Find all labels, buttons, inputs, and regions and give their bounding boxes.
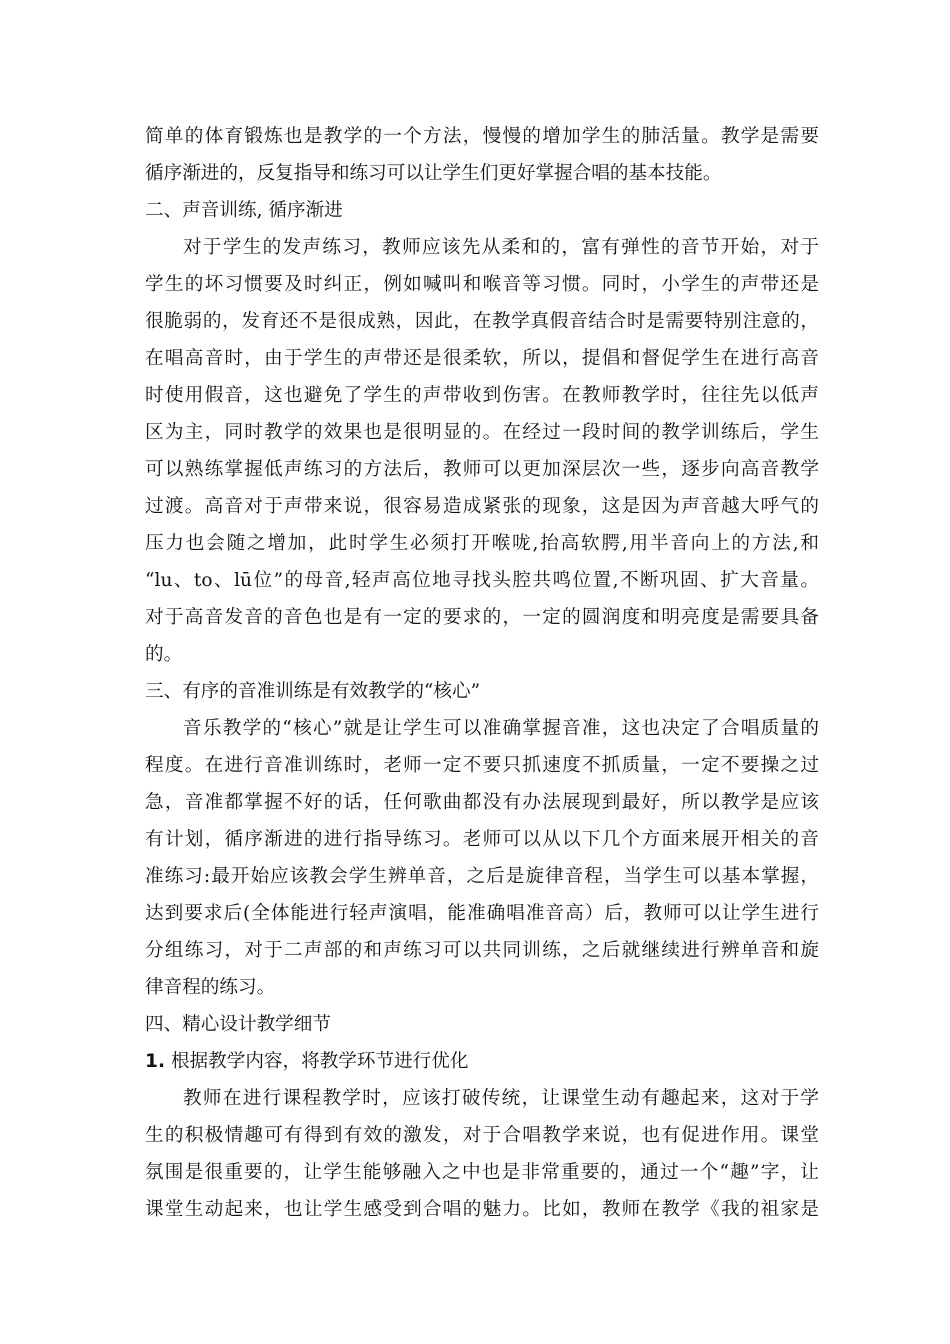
- paragraph-line: 对于学生的发声练习，教师应该先从柔和的，富有弹性的音节开始，对于: [183, 237, 819, 258]
- section-heading: 三、有序的音准训练是有效教学的“核心”: [145, 681, 481, 702]
- paragraph-line: 氛围是很重要的，让学生能够融入之中也是非常重要的，通过一个“趣”字，让: [145, 1162, 819, 1183]
- subsection-title: 根据教学内容，将教学环节进行优化: [170, 1051, 469, 1072]
- paragraph-line: 区为主，同时教学的效果也是很明显的。在经过一段时间的教学训练后，学生: [145, 422, 819, 443]
- paragraph-line: 有计划，循序渐进的进行指导练习。老师可以从以下几个方面来展开相关的音: [145, 829, 819, 850]
- paragraph-line: 律音程的练习。: [145, 977, 276, 998]
- paragraph-line: 在唱高音时，由于学生的声带还是很柔软，所以，提倡和督促学生在进行高音: [145, 348, 819, 369]
- paragraph-line: 时使用假音，这也避免了学生的声带收到伤害。在教师教学时，往往先以低声: [145, 385, 819, 406]
- paragraph-line: 课堂生动起来，也让学生感受到合唱的魅力。比如，教师在教学《我的祖家是: [145, 1199, 819, 1220]
- paragraph-line: 压力也会随之增加，此时学生必须打开喉咙,抬高软腭,用半音向上的方法,和: [145, 533, 819, 554]
- paragraph-line: 循序渐进的，反复指导和练习可以让学生们更好掌握合唱的基本技能。: [145, 163, 722, 184]
- paragraph-line: “lu、to、lū位”的母音,轻声高位地寻找头腔共鸣位置,不断巩固、扩大音量。: [145, 570, 819, 591]
- paragraph-line: 达到要求后(全体能进行轻声演唱，能准确唱准音高）后，教师可以让学生进行: [145, 903, 819, 924]
- paragraph-line: 准练习:最开始应该教会学生辨单音，之后是旋律音程，当学生可以基本掌握，: [145, 866, 819, 887]
- paragraph-line: 过渡。高音对于声带来说，很容易造成紧张的现象，这是因为声音越大呼气的: [145, 496, 819, 517]
- paragraph-line: 学生的坏习惯要及时纠正，例如喊叫和喉音等习惯。同时，小学生的声带还是: [145, 274, 819, 295]
- paragraph-line: 的。: [145, 644, 183, 665]
- subsection-heading: [145, 1043, 819, 1080]
- paragraph-line: 程度。在进行音准训练时，老师一定不要只抓速度不抓质量，一定不要操之过: [145, 755, 819, 776]
- subsection-number: 1.: [145, 1051, 166, 1072]
- paragraph-line: 急，音准都掌握不好的话，任何歌曲都没有办法展现到最好，所以教学是应该: [145, 792, 819, 813]
- paragraph-line: 教师在进行课程教学时，应该打破传统，让课堂生动有趣起来，这对于学: [183, 1088, 819, 1109]
- paragraph-line: 简单的体育锻炼也是教学的一个方法，慢慢的增加学生的肺活量。教学是需要: [145, 126, 819, 147]
- paragraph-line: 分组练习，对于二声部的和声练习可以共同训练，之后就继续进行辨单音和旋: [145, 940, 819, 961]
- paragraph-line: 很脆弱的，发育还不是很成熟，因此，在教学真假音结合时是需要特别注意的，: [145, 311, 819, 332]
- paragraph-line: 生的积极情趣可有得到有效的激发，对于合唱教学来说，也有促进作用。课堂: [145, 1125, 819, 1146]
- section-heading: 二、声音训练, 循序渐进: [145, 200, 343, 221]
- paragraph-line: 对于高音发音的音色也是有一定的要求的，一定的圆润度和明亮度是需要具备: [145, 607, 819, 628]
- paragraph-line: 可以熟练掌握低声练习的方法后，教师可以更加深层次一些，逐步向高音教学: [145, 459, 819, 480]
- section-heading: 四、精心设计教学细节: [145, 1014, 331, 1035]
- document-page: [145, 118, 819, 1228]
- paragraph-line: 音乐教学的“核心”就是让学生可以准确掌握音准，这也决定了合唱质量的: [183, 718, 819, 739]
